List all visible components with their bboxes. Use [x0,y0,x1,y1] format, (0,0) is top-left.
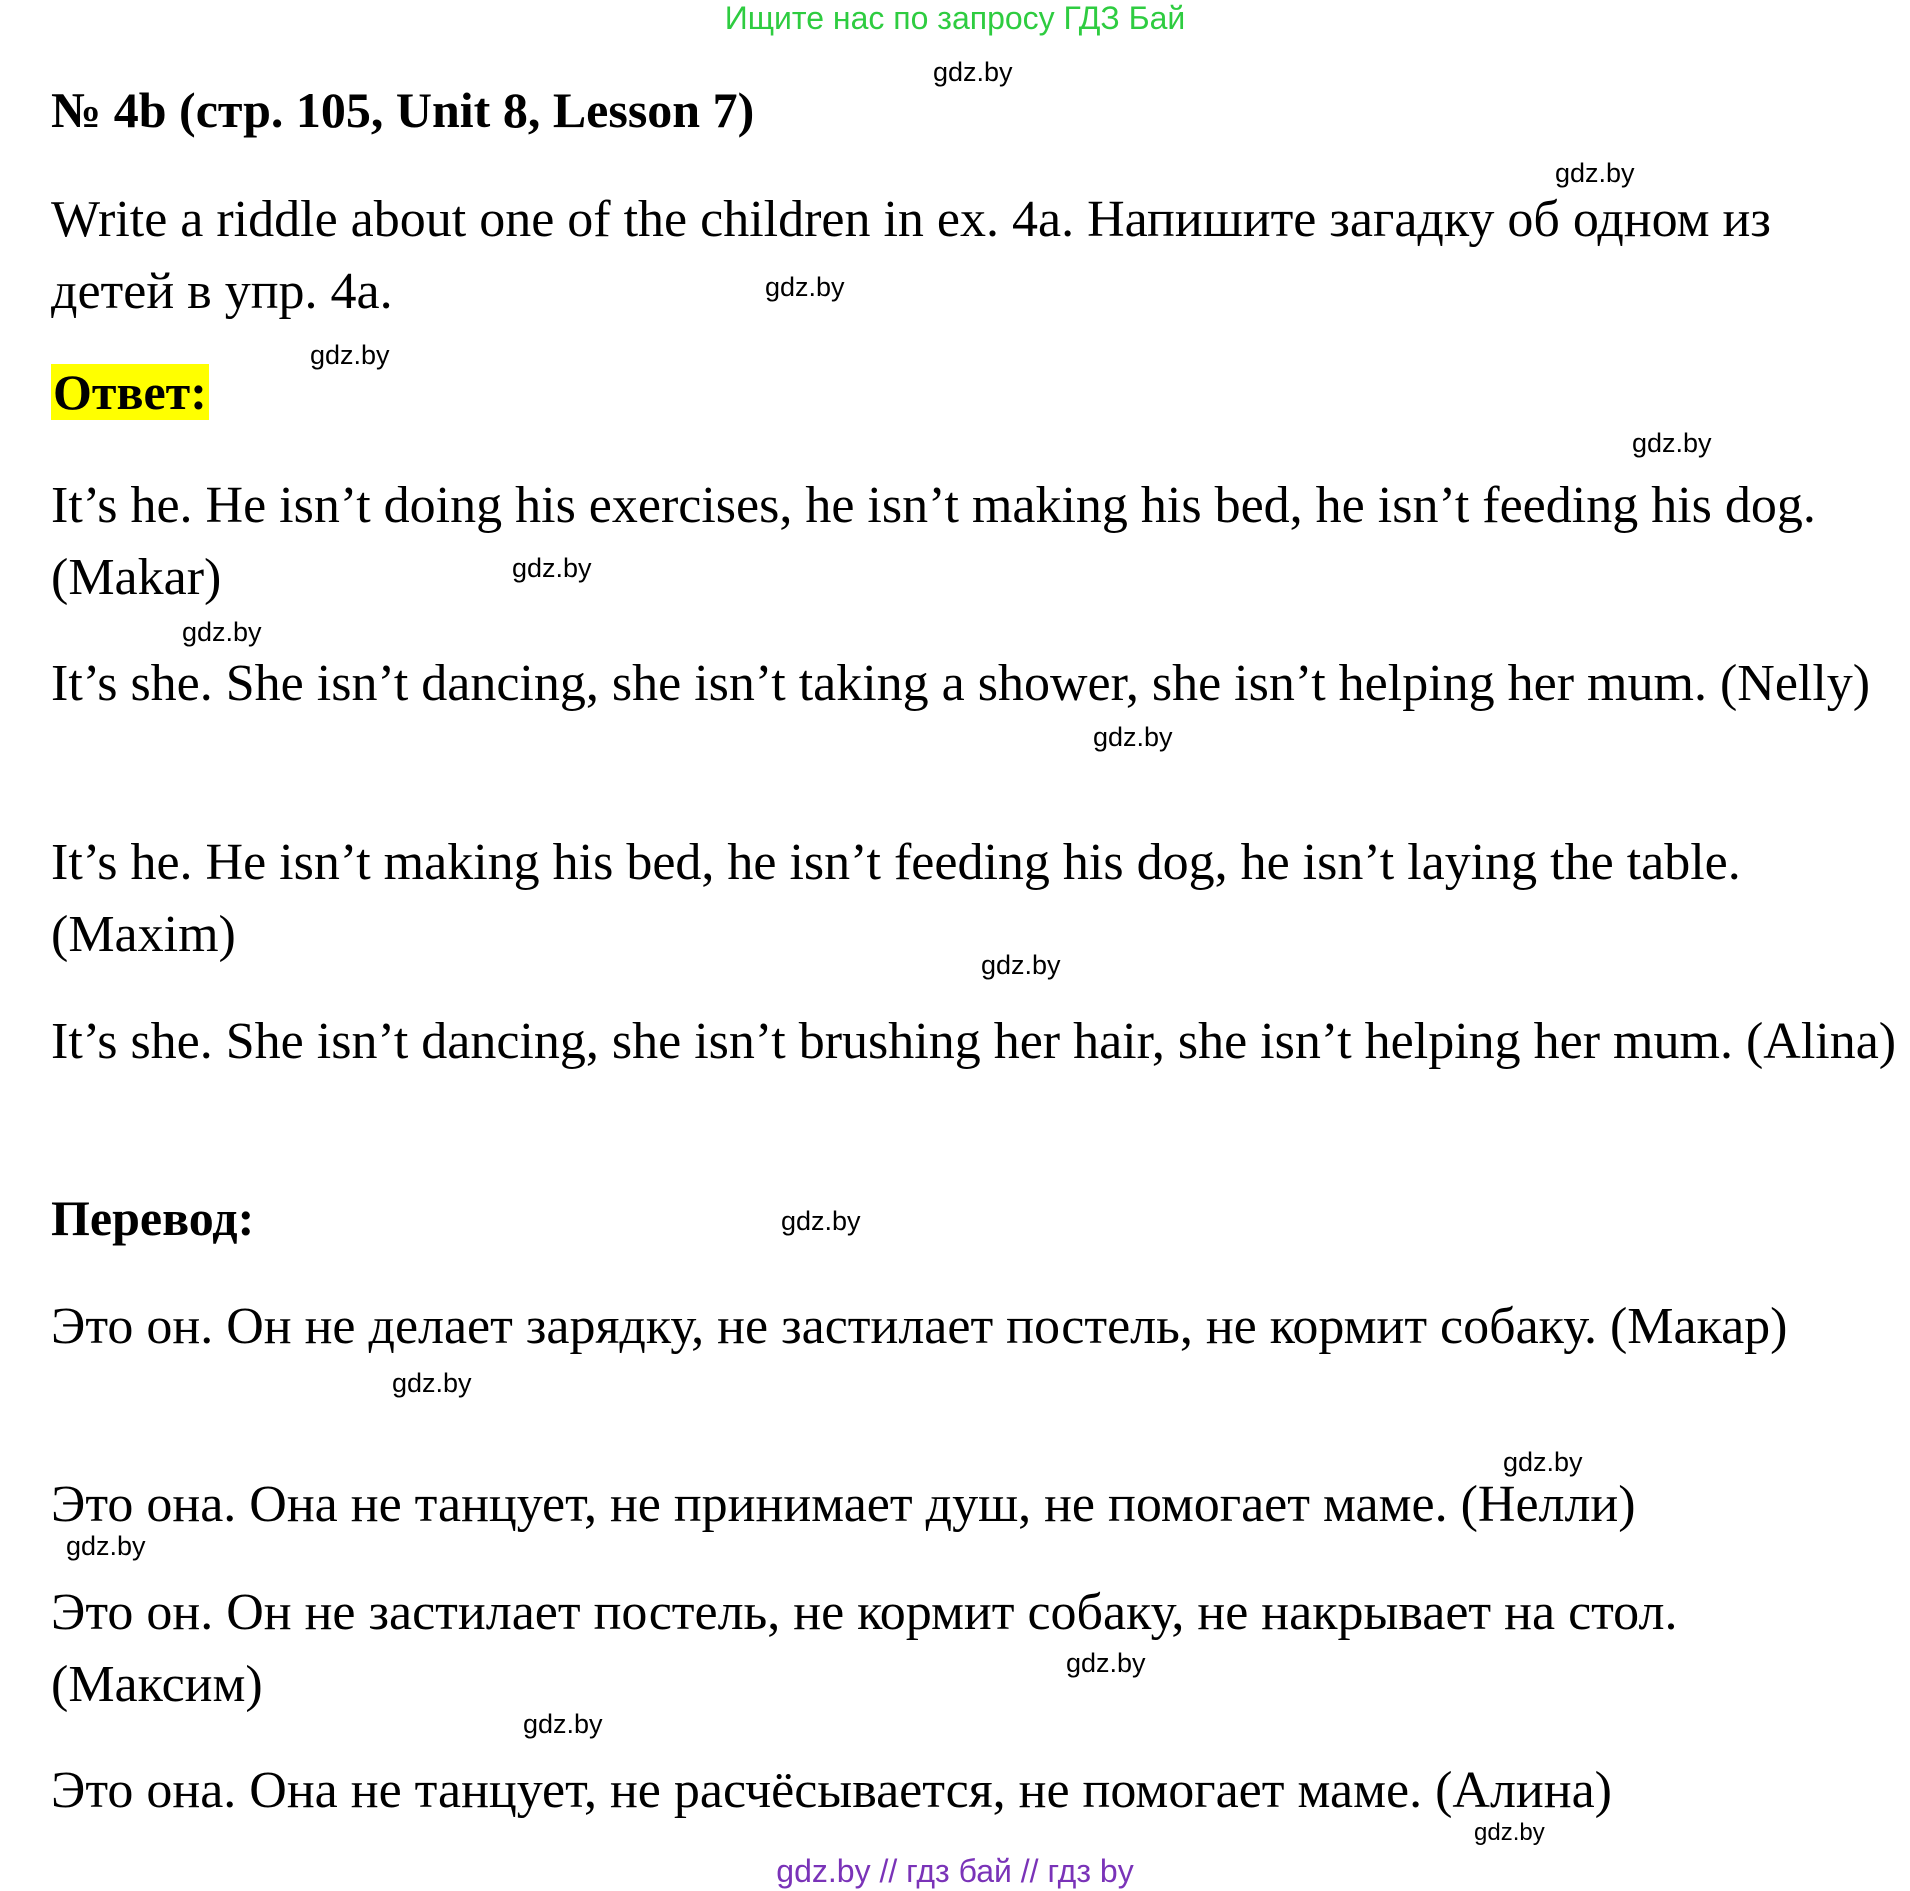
answer-label: Ответ: [53,364,207,420]
watermark: gdz.by [781,1206,861,1236]
watermark: gdz.by [1474,1819,1545,1846]
answer-item: It’s she. She isn’t dancing, she isn’t brushing her hair, she isn’t helping her mum. (Alina) [51,1013,1897,1070]
watermark: gdz.by [512,553,592,583]
answer-item: It’s he. He isn’t doing his exercises, he isn’t making his bed, he isn’t feeding his dog. (Makar) [51,477,1816,606]
watermark: gdz.by [66,1531,146,1561]
translation-item: Это она. Она не танцует, не расчёсывается, не помогает маме. (Алина) [51,1762,1612,1819]
bottom-banner: gdz.by // гдз бай // гдз by [776,1853,1134,1889]
answer-item: It’s she. She isn’t dancing, she isn’t taking a shower, she isn’t helping her mum. (Nelly) [51,655,1871,712]
top-banner: Ищите нас по запросу ГДЗ Бай [724,0,1186,36]
exercise-title: № 4b (стр. 105, Unit 8, Lesson 7) [51,82,755,138]
watermark: gdz.by [392,1368,472,1398]
watermark: gdz.by [1555,158,1635,188]
answer-heading [51,364,209,420]
answer-item: It’s he. He isn’t making his bed, he isn’t feeding his dog, he isn’t laying the table. (Maxim) [51,834,1741,963]
watermark: gdz.by [1066,1648,1146,1678]
watermark: gdz.by [182,617,262,647]
watermark: gdz.by [1503,1447,1583,1477]
watermark: gdz.by [765,272,845,302]
watermark: gdz.by [981,950,1061,980]
translation-item: Это он. Он не делает зарядку, не застилает постель, не кормит собаку. (Макар) [51,1298,1788,1355]
translation-item: Это она. Она не танцует, не принимает душ, не помогает маме. (Нелли) [51,1476,1636,1533]
task-text: Write a riddle about one of the children in ex. 4a. Напишите загадку об одном из детей в упр. 4a. [51,191,1771,320]
watermark: gdz.by [1093,722,1173,752]
translation-item: Это он. Он не застилает постель, не кормит собаку, не накрывает на стол. (Максим) [51,1584,1678,1713]
watermark: gdz.by [310,340,390,370]
translation-heading: Перевод: [51,1190,255,1246]
watermark: gdz.by [523,1709,603,1739]
watermark: gdz.by [933,57,1013,87]
watermark: gdz.by [1632,428,1712,458]
